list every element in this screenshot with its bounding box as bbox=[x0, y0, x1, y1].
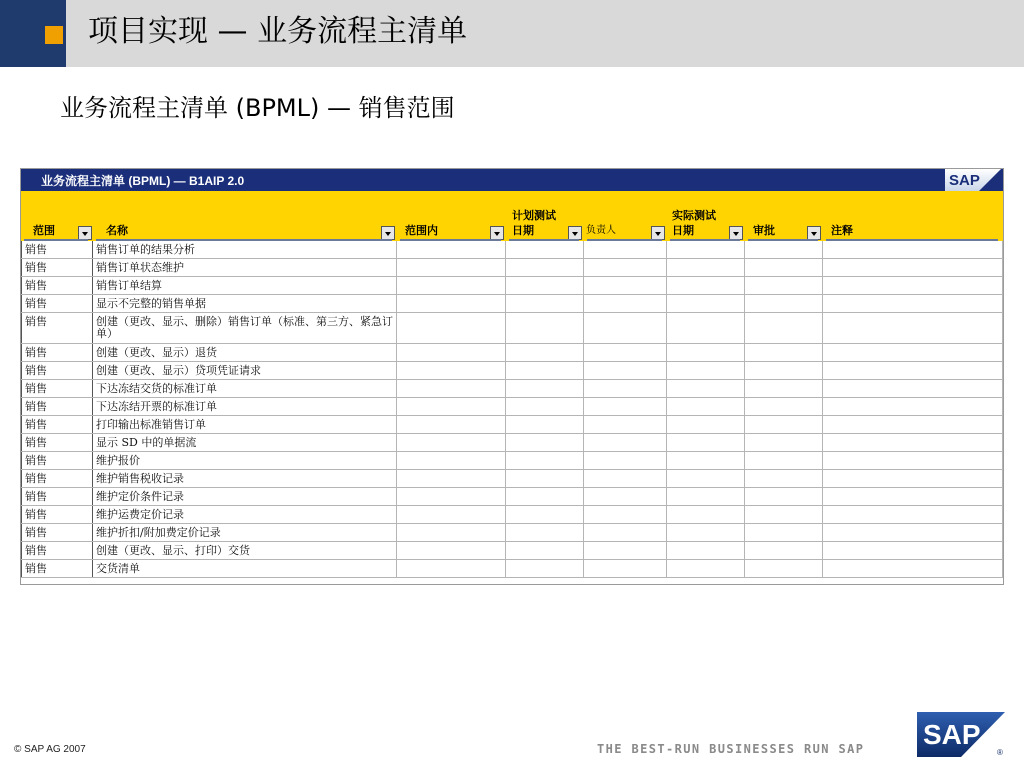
empty-cell[interactable] bbox=[506, 295, 584, 312]
name-text: 创建（更改、显示）贷项凭证请求 bbox=[96, 364, 261, 377]
scope-text: 销售 bbox=[25, 454, 47, 467]
empty-cell[interactable] bbox=[823, 380, 1003, 397]
empty-cell[interactable] bbox=[506, 434, 584, 451]
empty-cell[interactable] bbox=[584, 295, 667, 312]
filter-dropdown-icon[interactable] bbox=[490, 226, 504, 240]
name-text: 维护折扣/附加费定价记录 bbox=[96, 526, 221, 539]
empty-cell[interactable] bbox=[506, 380, 584, 397]
empty-cell[interactable] bbox=[584, 241, 667, 258]
column-header-label: 计划测试 bbox=[512, 209, 556, 222]
name-cell bbox=[93, 398, 397, 415]
table-row bbox=[21, 344, 1003, 362]
empty-cell[interactable] bbox=[667, 470, 745, 487]
empty-cell[interactable] bbox=[745, 524, 823, 541]
empty-cell[interactable] bbox=[823, 560, 1003, 577]
scope-cell bbox=[21, 560, 93, 577]
scope-text: 销售 bbox=[25, 243, 47, 256]
empty-cell[interactable] bbox=[745, 398, 823, 415]
filter-dropdown-icon[interactable] bbox=[651, 226, 665, 240]
empty-cell[interactable] bbox=[584, 416, 667, 433]
scope-text: 销售 bbox=[25, 400, 47, 413]
title-bullet-square bbox=[45, 26, 63, 44]
empty-cell[interactable] bbox=[506, 470, 584, 487]
empty-cell[interactable] bbox=[506, 313, 584, 343]
scope-text: 销售 bbox=[25, 562, 47, 575]
table-row bbox=[21, 506, 1003, 524]
name-cell bbox=[93, 560, 397, 577]
scope-text: 销售 bbox=[25, 315, 47, 328]
empty-cell[interactable] bbox=[397, 344, 506, 361]
footer-slogan: THE BEST-RUN BUSINESSES RUN SAP bbox=[597, 742, 865, 756]
scope-cell bbox=[21, 380, 93, 397]
empty-cell[interactable] bbox=[584, 542, 667, 559]
filter-dropdown-icon[interactable] bbox=[78, 226, 92, 240]
table-row bbox=[21, 470, 1003, 488]
empty-cell[interactable] bbox=[397, 295, 506, 312]
name-cell bbox=[93, 313, 397, 343]
slide-title: 项目实现 — 业务流程主清单 bbox=[88, 14, 468, 49]
empty-cell[interactable] bbox=[397, 313, 506, 343]
name-text: 维护报价 bbox=[96, 454, 140, 467]
scope-cell bbox=[21, 542, 93, 559]
name-text: 销售订单的结果分析 bbox=[96, 243, 195, 256]
empty-cell[interactable] bbox=[397, 488, 506, 505]
filter-dropdown-icon[interactable] bbox=[568, 226, 582, 240]
scope-text: 销售 bbox=[25, 526, 47, 539]
empty-cell[interactable] bbox=[584, 506, 667, 523]
empty-cell[interactable] bbox=[823, 313, 1003, 343]
table-row bbox=[21, 398, 1003, 416]
empty-cell[interactable] bbox=[506, 416, 584, 433]
name-text: 维护运费定价记录 bbox=[96, 508, 184, 521]
empty-cell[interactable] bbox=[667, 416, 745, 433]
empty-cell[interactable] bbox=[667, 295, 745, 312]
table-row bbox=[21, 380, 1003, 398]
table-title: 业务流程主清单 (BPML) — B1AIP 2.0 bbox=[41, 174, 245, 188]
name-cell bbox=[93, 241, 397, 258]
scope-cell bbox=[21, 362, 93, 379]
scope-cell bbox=[21, 434, 93, 451]
name-text: 显示 SD 中的单据流 bbox=[96, 436, 197, 449]
empty-cell[interactable] bbox=[667, 434, 745, 451]
empty-cell[interactable] bbox=[823, 524, 1003, 541]
scope-cell bbox=[21, 416, 93, 433]
empty-cell[interactable] bbox=[506, 560, 584, 577]
empty-cell[interactable] bbox=[745, 470, 823, 487]
scope-cell bbox=[21, 452, 93, 469]
scope-text: 销售 bbox=[25, 472, 47, 485]
empty-cell[interactable] bbox=[506, 488, 584, 505]
empty-cell[interactable] bbox=[667, 452, 745, 469]
empty-cell[interactable] bbox=[745, 380, 823, 397]
empty-cell[interactable] bbox=[584, 470, 667, 487]
empty-cell[interactable] bbox=[667, 313, 745, 343]
name-cell bbox=[93, 380, 397, 397]
empty-cell[interactable] bbox=[397, 434, 506, 451]
name-text: 下达冻结交货的标准订单 bbox=[96, 382, 217, 395]
empty-cell[interactable] bbox=[397, 259, 506, 276]
scope-cell bbox=[21, 470, 93, 487]
empty-cell[interactable] bbox=[584, 452, 667, 469]
scope-cell bbox=[21, 344, 93, 361]
table-row bbox=[21, 277, 1003, 295]
sap-footer-logo-icon bbox=[917, 712, 1005, 757]
table-row bbox=[21, 295, 1003, 313]
name-text: 销售订单状态维护 bbox=[96, 261, 184, 274]
scope-text: 销售 bbox=[25, 490, 47, 503]
column-header-label: 负责人 bbox=[586, 225, 616, 236]
empty-cell[interactable] bbox=[506, 259, 584, 276]
table-row bbox=[21, 434, 1003, 452]
empty-cell[interactable] bbox=[823, 295, 1003, 312]
scope-cell bbox=[21, 277, 93, 294]
empty-cell[interactable] bbox=[745, 277, 823, 294]
empty-cell[interactable] bbox=[506, 452, 584, 469]
column-header-label: 实际测试 bbox=[672, 209, 716, 222]
empty-cell[interactable] bbox=[667, 362, 745, 379]
empty-cell[interactable] bbox=[745, 434, 823, 451]
empty-cell[interactable] bbox=[506, 277, 584, 294]
filter-dropdown-icon[interactable] bbox=[729, 226, 743, 240]
empty-cell[interactable] bbox=[584, 434, 667, 451]
name-cell bbox=[93, 452, 397, 469]
scope-text: 销售 bbox=[25, 544, 47, 557]
column-header-label: 审批 bbox=[753, 224, 775, 237]
empty-cell[interactable] bbox=[823, 259, 1003, 276]
scope-cell bbox=[21, 295, 93, 312]
empty-cell[interactable] bbox=[823, 344, 1003, 361]
column-header-label-line2: 日期 bbox=[672, 224, 694, 237]
empty-cell[interactable] bbox=[506, 344, 584, 361]
empty-cell[interactable] bbox=[506, 398, 584, 415]
empty-cell[interactable] bbox=[667, 344, 745, 361]
empty-cell[interactable] bbox=[397, 506, 506, 523]
empty-cell[interactable] bbox=[823, 542, 1003, 559]
empty-cell[interactable] bbox=[823, 362, 1003, 379]
name-text: 打印输出标准销售订单 bbox=[96, 418, 206, 431]
table-title-bar bbox=[21, 169, 1003, 191]
scope-cell bbox=[21, 398, 93, 415]
empty-cell[interactable] bbox=[397, 524, 506, 541]
empty-cell[interactable] bbox=[397, 452, 506, 469]
empty-cell[interactable] bbox=[667, 277, 745, 294]
empty-cell[interactable] bbox=[667, 560, 745, 577]
table-body bbox=[21, 241, 1003, 578]
empty-cell[interactable] bbox=[823, 470, 1003, 487]
scope-cell bbox=[21, 313, 93, 343]
empty-cell[interactable] bbox=[397, 241, 506, 258]
empty-cell[interactable] bbox=[584, 344, 667, 361]
scope-text: 销售 bbox=[25, 346, 47, 359]
scope-text: 销售 bbox=[25, 382, 47, 395]
copyright-text: © SAP AG 2007 bbox=[14, 744, 86, 755]
empty-cell[interactable] bbox=[745, 452, 823, 469]
empty-cell[interactable] bbox=[745, 313, 823, 343]
name-cell bbox=[93, 295, 397, 312]
name-text: 下达冻结开票的标准订单 bbox=[96, 400, 217, 413]
empty-cell[interactable] bbox=[667, 488, 745, 505]
scope-cell bbox=[21, 241, 93, 258]
empty-cell[interactable] bbox=[584, 380, 667, 397]
empty-cell[interactable] bbox=[584, 313, 667, 343]
scope-cell bbox=[21, 259, 93, 276]
table-row bbox=[21, 362, 1003, 380]
empty-cell[interactable] bbox=[667, 542, 745, 559]
empty-cell[interactable] bbox=[823, 452, 1003, 469]
table-row bbox=[21, 542, 1003, 560]
scope-text: 销售 bbox=[25, 418, 47, 431]
scope-text: 销售 bbox=[25, 436, 47, 449]
sap-logo-icon bbox=[945, 169, 1001, 191]
column-header-label: 名称 bbox=[106, 224, 128, 237]
name-cell bbox=[93, 470, 397, 487]
empty-cell[interactable] bbox=[506, 506, 584, 523]
empty-cell[interactable] bbox=[745, 488, 823, 505]
scope-text: 销售 bbox=[25, 508, 47, 521]
name-cell bbox=[93, 344, 397, 361]
column-header-2 bbox=[93, 191, 397, 241]
scope-text: 销售 bbox=[25, 279, 47, 292]
name-text: 创建（更改、显示、打印）交货 bbox=[96, 544, 250, 557]
empty-cell[interactable] bbox=[745, 259, 823, 276]
svg-text:SAP: SAP bbox=[923, 719, 981, 750]
name-cell bbox=[93, 416, 397, 433]
table-row bbox=[21, 259, 1003, 277]
empty-cell[interactable] bbox=[397, 470, 506, 487]
svg-text:SAP: SAP bbox=[949, 172, 980, 189]
empty-cell[interactable] bbox=[584, 362, 667, 379]
column-header-label-line2: 日期 bbox=[512, 224, 534, 237]
column-header-8 bbox=[823, 191, 1003, 241]
name-text: 显示不完整的销售单据 bbox=[96, 297, 206, 310]
scope-cell bbox=[21, 506, 93, 523]
name-cell bbox=[93, 488, 397, 505]
bpml-table bbox=[20, 168, 1004, 585]
empty-cell[interactable] bbox=[823, 434, 1003, 451]
empty-cell[interactable] bbox=[823, 277, 1003, 294]
empty-cell[interactable] bbox=[667, 524, 745, 541]
name-cell bbox=[93, 506, 397, 523]
empty-cell[interactable] bbox=[667, 259, 745, 276]
empty-cell[interactable] bbox=[584, 488, 667, 505]
empty-cell[interactable] bbox=[397, 542, 506, 559]
empty-cell[interactable] bbox=[745, 362, 823, 379]
empty-cell[interactable] bbox=[584, 259, 667, 276]
scope-text: 销售 bbox=[25, 364, 47, 377]
empty-cell[interactable] bbox=[823, 506, 1003, 523]
empty-cell[interactable] bbox=[667, 398, 745, 415]
empty-cell[interactable] bbox=[745, 241, 823, 258]
empty-cell[interactable] bbox=[745, 416, 823, 433]
empty-cell[interactable] bbox=[397, 416, 506, 433]
slide-subtitle: 业务流程主清单 (BPML) — 销售范围 bbox=[60, 94, 455, 122]
svg-text:®: ® bbox=[997, 748, 1003, 757]
name-text: 维护定价条件记录 bbox=[96, 490, 184, 503]
name-cell bbox=[93, 542, 397, 559]
name-text: 创建（更改、显示）退货 bbox=[96, 346, 217, 359]
table-row bbox=[21, 560, 1003, 578]
empty-cell[interactable] bbox=[745, 295, 823, 312]
filter-dropdown-icon[interactable] bbox=[807, 226, 821, 240]
table-row bbox=[21, 241, 1003, 259]
empty-cell[interactable] bbox=[667, 506, 745, 523]
empty-cell[interactable] bbox=[506, 241, 584, 258]
table-row bbox=[21, 488, 1003, 506]
name-text: 交货清单 bbox=[96, 562, 140, 575]
table-row bbox=[21, 313, 1003, 344]
name-cell bbox=[93, 277, 397, 294]
empty-cell[interactable] bbox=[397, 277, 506, 294]
name-text: 维护销售税收记录 bbox=[96, 472, 184, 485]
scope-text: 销售 bbox=[25, 297, 47, 310]
table-row bbox=[21, 416, 1003, 434]
empty-cell[interactable] bbox=[397, 398, 506, 415]
table-row bbox=[21, 524, 1003, 542]
table-row bbox=[21, 452, 1003, 470]
scope-text: 销售 bbox=[25, 261, 47, 274]
empty-cell[interactable] bbox=[667, 241, 745, 258]
filter-dropdown-icon[interactable] bbox=[381, 226, 395, 240]
empty-cell[interactable] bbox=[823, 416, 1003, 433]
scope-cell bbox=[21, 524, 93, 541]
name-cell bbox=[93, 434, 397, 451]
empty-cell[interactable] bbox=[506, 542, 584, 559]
empty-cell[interactable] bbox=[397, 560, 506, 577]
empty-cell[interactable] bbox=[584, 277, 667, 294]
column-header-label: 注释 bbox=[831, 224, 853, 237]
name-cell bbox=[93, 259, 397, 276]
title-bar bbox=[0, 0, 1024, 67]
empty-cell[interactable] bbox=[506, 524, 584, 541]
empty-cell[interactable] bbox=[584, 398, 667, 415]
column-header-label: 范围内 bbox=[405, 224, 438, 237]
empty-cell[interactable] bbox=[823, 398, 1003, 415]
table-header-row bbox=[21, 191, 1003, 241]
empty-cell[interactable] bbox=[823, 241, 1003, 258]
empty-cell[interactable] bbox=[667, 380, 745, 397]
empty-cell[interactable] bbox=[745, 542, 823, 559]
name-cell bbox=[93, 524, 397, 541]
empty-cell[interactable] bbox=[584, 524, 667, 541]
empty-cell[interactable] bbox=[397, 362, 506, 379]
name-text: 创建（更改、显示、删除）销售订单（标准、第三方、紧急订单） bbox=[96, 315, 393, 340]
empty-cell[interactable] bbox=[506, 362, 584, 379]
empty-cell[interactable] bbox=[584, 560, 667, 577]
empty-cell[interactable] bbox=[745, 506, 823, 523]
empty-cell[interactable] bbox=[745, 560, 823, 577]
empty-cell[interactable] bbox=[745, 344, 823, 361]
column-header-label: 范围 bbox=[33, 224, 55, 237]
name-text: 销售订单结算 bbox=[96, 279, 162, 292]
scope-cell bbox=[21, 488, 93, 505]
empty-cell[interactable] bbox=[397, 380, 506, 397]
name-cell bbox=[93, 362, 397, 379]
empty-cell[interactable] bbox=[823, 488, 1003, 505]
